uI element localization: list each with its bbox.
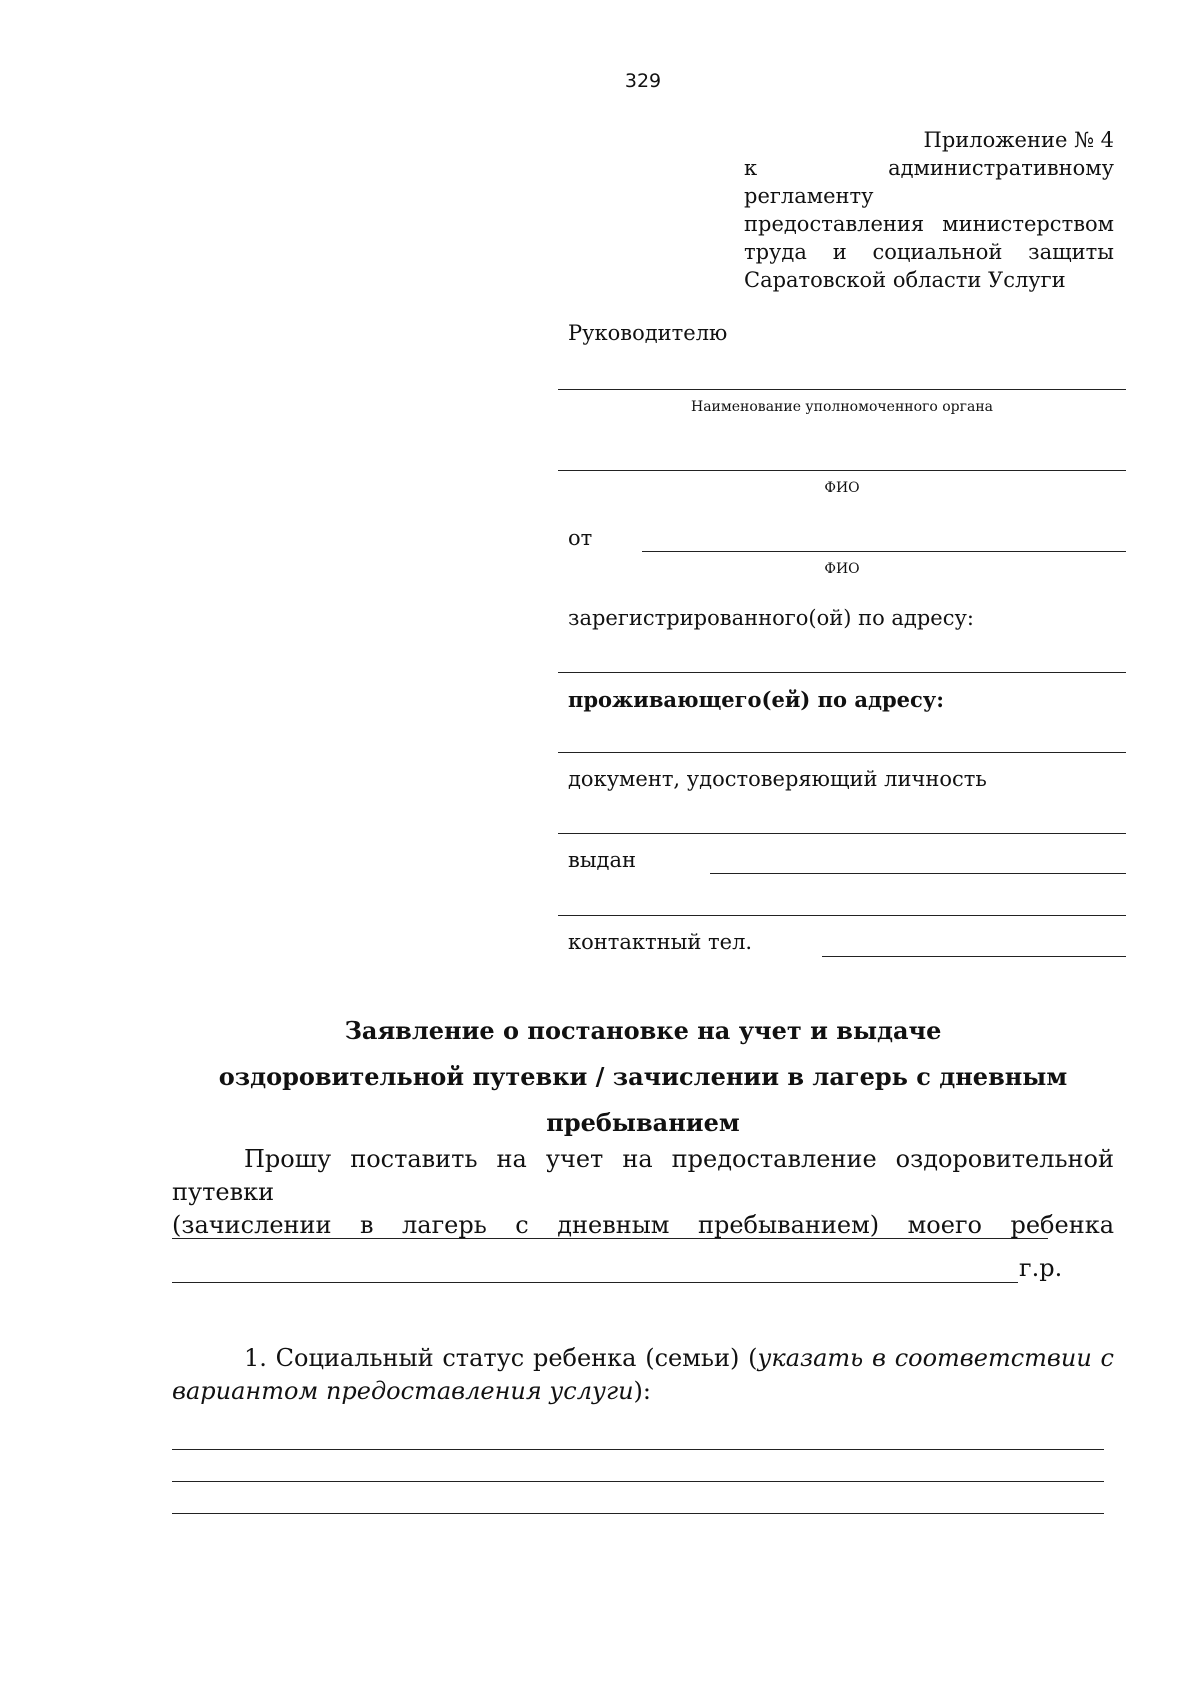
residing-address-label: проживающего(ей) по адресу: bbox=[568, 687, 944, 712]
residing-address-line[interactable] bbox=[558, 752, 1126, 753]
phone-label: контактный тел. bbox=[568, 930, 753, 954]
social-status-line[interactable] bbox=[172, 1449, 1104, 1450]
head-fio-caption: ФИО bbox=[824, 480, 860, 496]
request-paragraph bbox=[172, 1143, 1114, 1242]
appendix-title: Приложение № 4 bbox=[923, 128, 1114, 152]
request-line: (зачислении в лагерь с дневным пребыванием) моего ребенка bbox=[172, 1211, 1114, 1239]
head-fio-line[interactable] bbox=[558, 470, 1126, 471]
applicant-fio-caption: ФИО bbox=[824, 561, 860, 577]
item-1 bbox=[172, 1342, 1114, 1408]
registered-address-line[interactable] bbox=[558, 672, 1126, 673]
item-1-prefix: 1. Социальный статус ребенка (семьи) ( bbox=[244, 1344, 758, 1372]
id-document-line[interactable] bbox=[558, 833, 1126, 834]
appendix-line: труда и социальной защиты bbox=[744, 240, 1114, 264]
id-document-label: документ, удостоверяющий личность bbox=[568, 767, 987, 791]
issued-line[interactable] bbox=[710, 873, 1126, 874]
item-1-italic: указать в соответствии с bbox=[757, 1344, 1114, 1372]
phone-line[interactable] bbox=[822, 956, 1126, 957]
issued-label: выдан bbox=[568, 848, 636, 872]
appendix-line: к административному регламенту bbox=[744, 156, 1114, 208]
statement-title bbox=[160, 1008, 1126, 1146]
appendix-header bbox=[744, 126, 1114, 294]
item-1-italic: вариантом предоставления услуги bbox=[172, 1377, 634, 1405]
appendix-line: предоставления министерством bbox=[744, 212, 1114, 236]
social-status-line[interactable] bbox=[172, 1481, 1104, 1482]
to-label: Руководителю bbox=[568, 321, 728, 345]
child-name-line[interactable] bbox=[172, 1238, 1048, 1239]
applicant-fio-line[interactable] bbox=[642, 551, 1126, 552]
from-label: от bbox=[568, 526, 593, 550]
social-status-line[interactable] bbox=[172, 1513, 1104, 1514]
request-line: Прошу поставить на учет на предоставление оздоровительной путевки bbox=[172, 1145, 1114, 1206]
child-birth-line[interactable] bbox=[172, 1282, 1018, 1283]
issued-line-2[interactable] bbox=[558, 915, 1126, 916]
org-name-line[interactable] bbox=[558, 389, 1126, 390]
org-name-caption: Наименование уполномоченного органа bbox=[690, 399, 993, 415]
registered-address-label: зарегистрированного(ой) по адресу: bbox=[568, 606, 974, 630]
statement-title-line: оздоровительной путевки / зачислении в лагерь с дневным пребыванием bbox=[218, 1062, 1068, 1137]
page-number: 329 bbox=[624, 70, 662, 92]
appendix-line: Саратовской области Услуги bbox=[744, 268, 1066, 292]
item-1-suffix: ): bbox=[633, 1377, 651, 1405]
birth-year-suffix: г.р. bbox=[1019, 1254, 1063, 1282]
statement-title-line: Заявление о постановке на учет и выдаче bbox=[344, 1016, 942, 1045]
